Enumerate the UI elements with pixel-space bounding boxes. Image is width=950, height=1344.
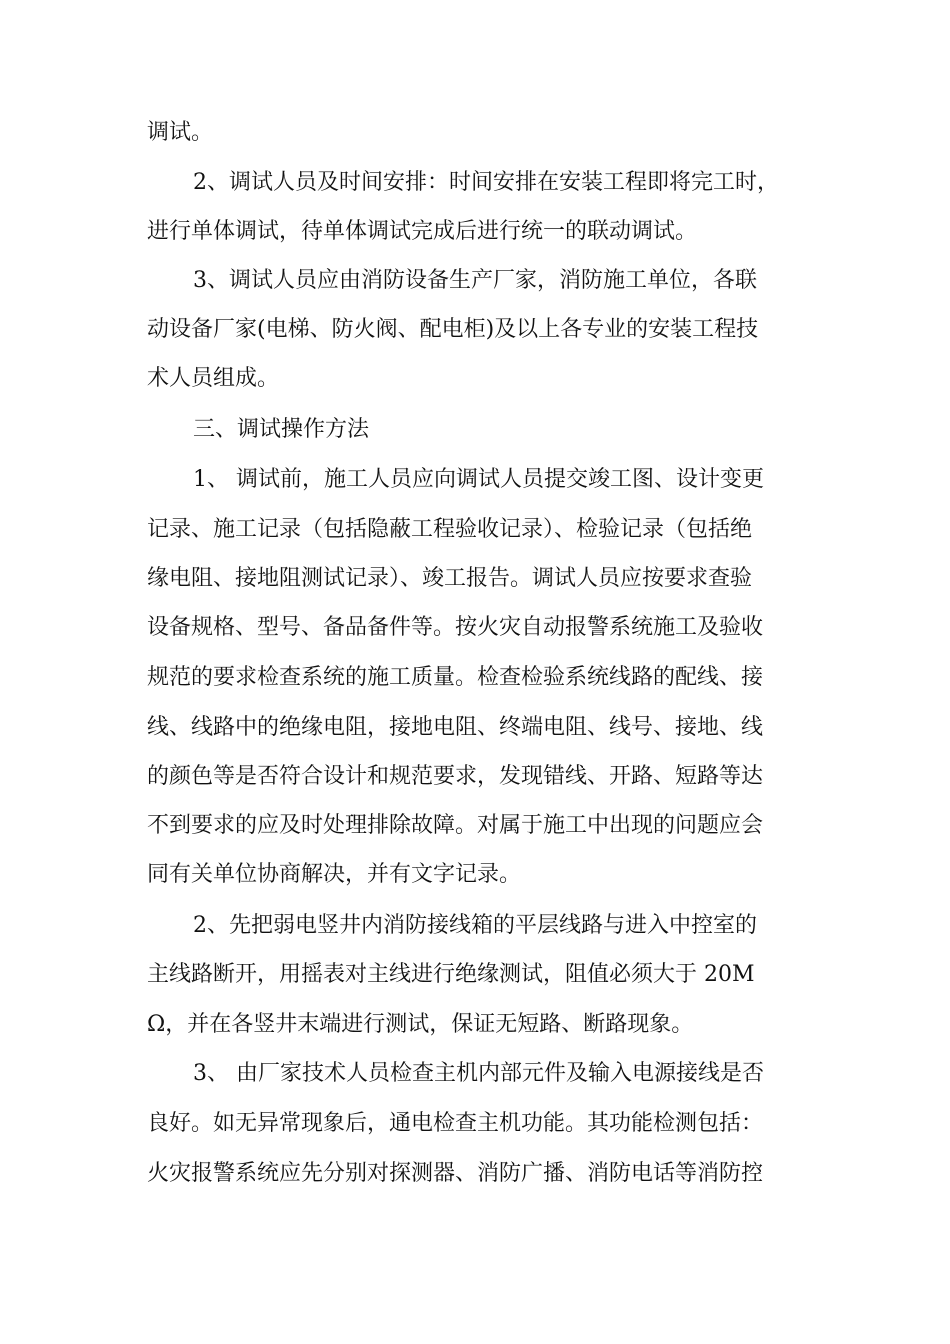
text-line: 设备规格、型号、备品备件等。按火灾自动报警系统施工及验收 [147,615,764,640]
text-line: 主线路断开，用摇表对主线进行绝缘测试，阻值必须大于 20M [147,962,755,987]
text-line: 3、 由厂家技术人员检查主机内部元件及输入电源接线是否 [193,1061,764,1086]
text-line: 动设备厂家(电梯、防火阀、配电柜)及以上各专业的安装工程技 [147,317,759,342]
text-line: 规范的要求检查系统的施工质量。检查检验系统线路的配线、接 [147,665,764,690]
text-line: 记录、施工记录（包括隐蔽工程验收记录）、检验记录（包括绝 [147,517,753,542]
section-heading: 三、调试操作方法 [193,417,370,442]
text-line: 调试。 [147,120,214,145]
text-line: 线、线路中的绝缘电阻，接地电阻、终端电阻、线号、接地、线 [147,715,764,740]
text-line: 3、调试人员应由消防设备生产厂家，消防施工单位，各联 [193,268,757,293]
text-line: 缘电阻、接地阻测试记录）、竣工报告。调试人员应按要求查验 [147,566,753,591]
text-line: 1、 调试前，施工人员应向调试人员提交竣工图、设计变更 [193,467,764,492]
text-line: Ω，并在各竖井末端进行测试，保证无短路、断路现象。 [147,1012,694,1037]
text-line: 不到要求的应及时处理排除故障。对属于施工中出现的问题应会 [147,813,764,838]
text-line: 2、调试人员及时间安排：时间安排在安装工程即将完工时， [193,170,779,195]
text-line: 进行单体调试，待单体调试完成后进行统一的联动调试。 [147,219,698,244]
text-line: 的颜色等是否符合设计和规范要求，发现错线、开路、短路等达 [147,764,764,789]
text-line: 2、先把弱电竖井内消防接线箱的平层线路与进入中控室的 [193,913,757,938]
text-line: 术人员组成。 [147,366,280,391]
text-line: 良好。如无异常现象后，通电检查主机功能。其功能检测包括： [147,1111,764,1136]
text-line: 同有关单位协商解决，并有文字记录。 [147,862,522,887]
text-line: 火灾报警系统应先分别对探测器、消防广播、消防电话等消防控 [147,1161,764,1186]
